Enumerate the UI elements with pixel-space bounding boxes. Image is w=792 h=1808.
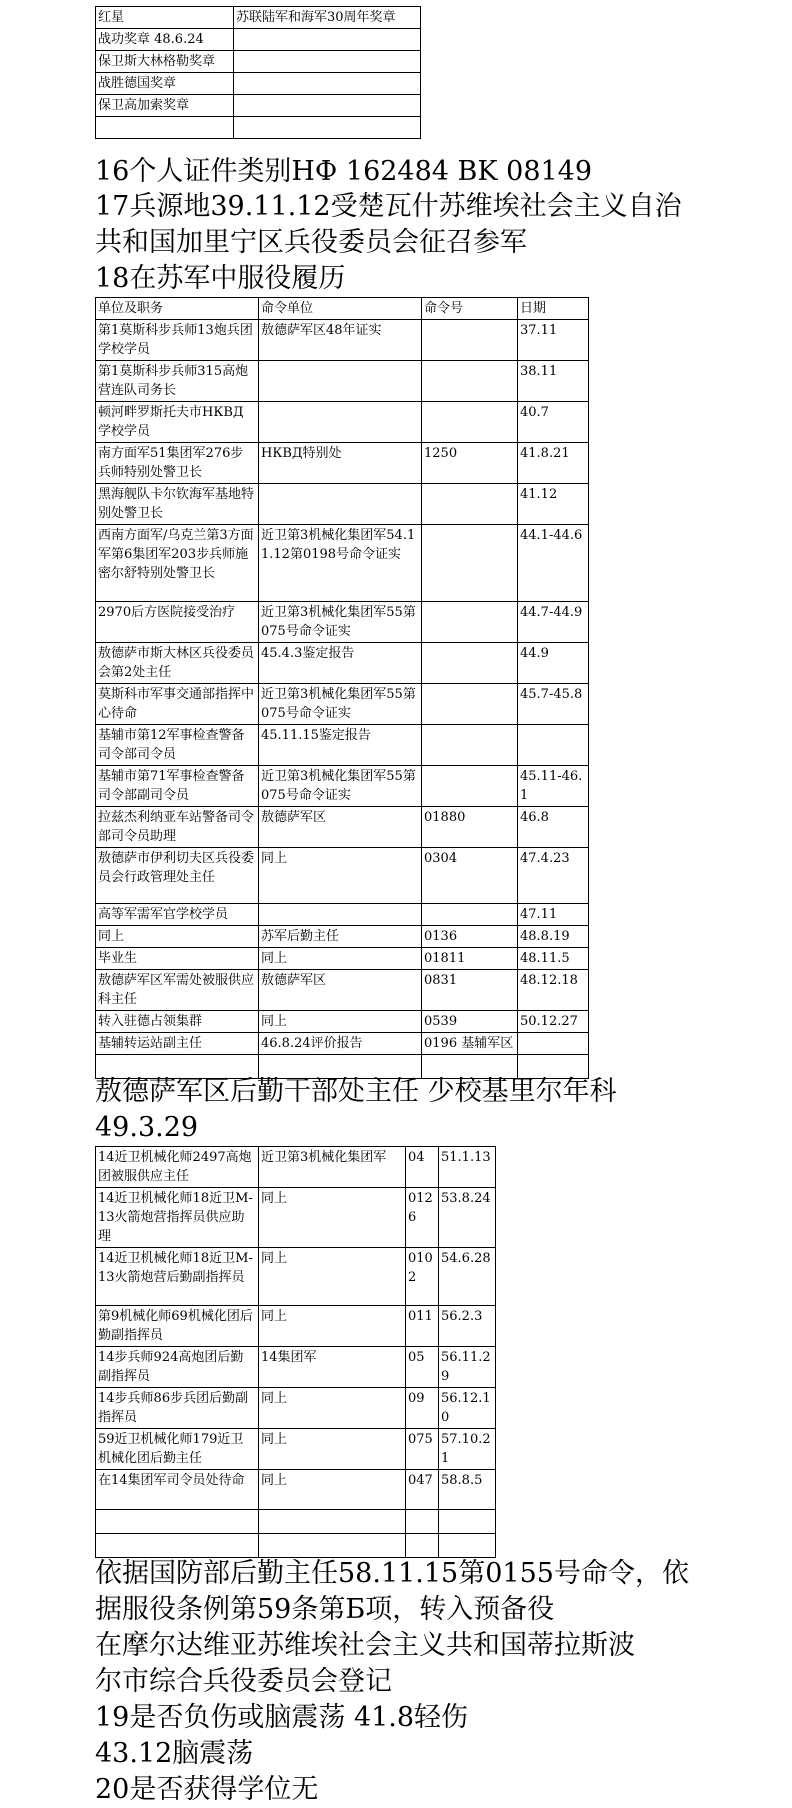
table-cell: 44.9 [518, 643, 589, 684]
table-cell: 45.4.3鉴定报告 [259, 643, 422, 684]
table-cell: 01880 [422, 807, 518, 848]
bottom-line-7: 20是否获得学位无 [95, 1774, 319, 1805]
table-cell: 40.7 [518, 402, 589, 443]
table-cell [422, 904, 518, 926]
table-cell: 45.11.15鉴定报告 [259, 725, 422, 766]
table-cell [259, 361, 422, 402]
bottom-line-5: 19是否负伤或脑震荡 41.8轻伤 [95, 1702, 469, 1733]
table-cell: 同上 [259, 1248, 406, 1306]
table-cell: 0304 [422, 848, 518, 904]
table-cell: 近卫第3机械化集团军55第075号命令证实 [259, 766, 422, 807]
table-cell: 0196 基辅军区 [422, 1033, 518, 1055]
table-row [96, 948, 589, 970]
table-cell [406, 1534, 439, 1558]
table-cell: 14近卫机械化师18近卫M-13火箭炮营指挥员供应助理 [96, 1188, 259, 1248]
table-cell: 58.8.5 [439, 1470, 496, 1510]
table-row [96, 643, 589, 684]
table-cell: 敖德萨军区 [259, 807, 422, 848]
table-cell: НКВД特别处 [259, 443, 422, 484]
table-cell: 南方面军51集团军276步兵师特别处警卫长 [96, 443, 259, 484]
table-row [96, 73, 421, 95]
table-cell: 47.4.23 [518, 848, 589, 904]
table-cell [96, 1534, 259, 1558]
header-order-unit: 命令单位 [259, 298, 422, 320]
table-cell [518, 1033, 589, 1055]
table-cell: 48.11.5 [518, 948, 589, 970]
table-cell [406, 1510, 439, 1534]
table-cell: 同上 [259, 1011, 422, 1033]
table-cell: 50.12.27 [518, 1011, 589, 1033]
table-cell: 53.8.24 [439, 1188, 496, 1248]
table-cell: 47.11 [518, 904, 589, 926]
table-cell: 第1莫斯科步兵师315高炮营连队司务长 [96, 361, 259, 402]
table-cell: 44.7-44.9 [518, 602, 589, 643]
table-cell [234, 117, 421, 139]
table-cell: 14步兵师86步兵团后勤副指挥员 [96, 1388, 259, 1429]
table-cell: 05 [406, 1347, 439, 1388]
table-cell: 56.2.3 [439, 1306, 496, 1347]
table-row [96, 443, 589, 484]
table-cell [234, 51, 421, 73]
table-cell: 西南方面军/乌克兰第3方面军第6集团军203步兵师施密尔舒特别处警卫长 [96, 525, 259, 602]
bottom-line-2: 据服役条例第59条第Б项，转入预备役 [95, 1594, 555, 1625]
table-row [96, 361, 589, 402]
service-history-heading: 18在苏军中服役履历 [95, 263, 346, 294]
table-cell: 黑海舰队卡尔钦海军基地特别处警卫长 [96, 484, 259, 525]
table-cell: 0539 [422, 1011, 518, 1033]
table-cell [422, 602, 518, 643]
table-cell: 同上 [259, 1306, 406, 1347]
table-cell: 14近卫机械化师2497高炮团被服供应主任 [96, 1147, 259, 1188]
table-row [96, 1033, 589, 1055]
table-cell: 14集团军 [259, 1347, 406, 1388]
table-cell: 顿河畔罗斯托夫市НКВД学校学员 [96, 402, 259, 443]
table-row [96, 51, 421, 73]
header-order-no: 命令号 [422, 298, 518, 320]
table-row [96, 117, 421, 139]
table-cell: 保卫斯大林格勒奖章 [96, 51, 234, 73]
bottom-line-3: 在摩尔达维亚苏维埃社会主义共和国蒂拉斯波 [95, 1630, 635, 1661]
table-row [96, 1306, 496, 1347]
table-cell: 1250 [422, 443, 518, 484]
table-row [96, 525, 589, 602]
table-cell: 敖德萨军区48年证实 [259, 320, 422, 361]
service-table-2-body [96, 1147, 496, 1558]
table-cell: 第1莫斯科步兵师13炮兵团学校学员 [96, 320, 259, 361]
table-cell: 毕业生 [96, 948, 259, 970]
awards-table-body [96, 7, 421, 139]
awards-table [95, 6, 421, 139]
table-cell: 047 [406, 1470, 439, 1510]
table-cell [96, 1510, 259, 1534]
service-table-2 [95, 1146, 496, 1558]
table-row [96, 1147, 496, 1188]
table-cell [422, 525, 518, 602]
table-cell: 基辅转运站副主任 [96, 1033, 259, 1055]
table-row [96, 1388, 496, 1429]
table-cell [259, 904, 422, 926]
table-cell: 0126 [406, 1188, 439, 1248]
table-cell: 075 [406, 1429, 439, 1470]
table-row [96, 402, 589, 443]
table-cell: 0102 [406, 1248, 439, 1306]
table-cell: 敖德萨市伊利切夫区兵役委员会行政管理处主任 [96, 848, 259, 904]
table-row [96, 926, 589, 948]
table-cell: 57.10.21 [439, 1429, 496, 1470]
table-cell [259, 1534, 406, 1558]
table-cell: 51.1.13 [439, 1147, 496, 1188]
enlistment-line-2: 共和国加里宁区兵役委员会征召参军 [95, 227, 527, 258]
table-row [96, 95, 421, 117]
table-cell: 近卫第3机械化集团军54.11.12第0198号命令证实 [259, 525, 422, 602]
table-cell: 2970后方医院接受治疗 [96, 602, 259, 643]
table-row [96, 1011, 589, 1033]
table-row [96, 7, 421, 29]
table-cell [422, 643, 518, 684]
header-date: 日期 [518, 298, 589, 320]
table-cell [439, 1534, 496, 1558]
table-row [96, 807, 589, 848]
table-cell: 01811 [422, 948, 518, 970]
table-cell [259, 1510, 406, 1534]
table-cell: 59近卫机械化师179近卫机械化团后勤主任 [96, 1429, 259, 1470]
table-cell: 0136 [422, 926, 518, 948]
table-cell: 14步兵师924高炮团后勤副指挥员 [96, 1347, 259, 1388]
table-cell [259, 402, 422, 443]
table-cell [234, 73, 421, 95]
table-row [96, 1510, 496, 1534]
table-cell: 54.6.28 [439, 1248, 496, 1306]
table-cell: 拉兹杰利纳亚车站警备司令部司令员助理 [96, 807, 259, 848]
table-cell: 46.8.24评价报告 [259, 1033, 422, 1055]
table-row [96, 1347, 496, 1388]
table-cell: 14近卫机械化师18近卫M-13火箭炮营后勤副指挥员 [96, 1248, 259, 1306]
table-cell: 37.11 [518, 320, 589, 361]
table-cell [96, 117, 234, 139]
table-row [96, 29, 421, 51]
table-cell: 近卫第3机械化集团军 [259, 1147, 406, 1188]
table-cell: 同上 [259, 1470, 406, 1510]
table-cell: 基辅市第12军事检查警备司令部司令员 [96, 725, 259, 766]
table-cell: 保卫高加索奖章 [96, 95, 234, 117]
table-cell: 38.11 [518, 361, 589, 402]
table-cell [234, 95, 421, 117]
table-cell: 基辅市第71军事检查警备司令部副司令员 [96, 766, 259, 807]
table-cell [422, 402, 518, 443]
table-cell: 0831 [422, 970, 518, 1011]
table-row [96, 1188, 496, 1248]
table-row [96, 484, 589, 525]
table-row [96, 602, 589, 643]
table-cell: 红星 [96, 7, 234, 29]
bottom-line-1: 依据国防部后勤主任58.11.15第0155号命令，依 [95, 1558, 689, 1589]
table-row [96, 904, 589, 926]
table-cell [234, 29, 421, 51]
table-cell: 高等军需军官学校学员 [96, 904, 259, 926]
table-row [96, 766, 589, 807]
table-row [96, 320, 589, 361]
middle-note-2: 49.3.29 [95, 1112, 199, 1143]
bottom-line-6: 43.12脑震荡 [95, 1738, 254, 1769]
table-row [96, 1534, 496, 1558]
table-cell: 近卫第3机械化集团军55第075号命令证实 [259, 684, 422, 725]
table-cell: 在14集团军司令员处待命 [96, 1470, 259, 1510]
table-cell: 同上 [259, 1188, 406, 1248]
table-cell: 41.12 [518, 484, 589, 525]
table-cell: 48.8.19 [518, 926, 589, 948]
table-cell: 09 [406, 1388, 439, 1429]
table-cell: 同上 [259, 1388, 406, 1429]
table-cell: 敖德萨军区军需处被服供应科主任 [96, 970, 259, 1011]
table-cell: 第9机械化师69机械化团后勤副指挥员 [96, 1306, 259, 1347]
table-cell: 敖德萨军区 [259, 970, 422, 1011]
table-cell: 同上 [96, 926, 259, 948]
bottom-line-4: 尔市综合兵役委员会登记 [95, 1666, 392, 1697]
table-row [96, 1429, 496, 1470]
table-cell [422, 320, 518, 361]
table-cell: 同上 [259, 948, 422, 970]
table-cell: 苏军后勤主任 [259, 926, 422, 948]
table-row [96, 684, 589, 725]
table-cell: 45.11-46.1 [518, 766, 589, 807]
table-row [96, 725, 589, 766]
table-row [96, 970, 589, 1011]
personal-id-line: 16个人证件类别НФ 162484 BK 08149 [95, 156, 593, 187]
table-cell: 转入驻德占领集群 [96, 1011, 259, 1033]
table-cell: 56.12.10 [439, 1388, 496, 1429]
table-cell: 近卫第3机械化集团军55第075号命令证实 [259, 602, 422, 643]
table-cell [422, 725, 518, 766]
table-cell: 04 [406, 1147, 439, 1188]
service-table [95, 297, 589, 1079]
table-cell [422, 684, 518, 725]
table-cell: 011 [406, 1306, 439, 1347]
table-cell: 苏联陆军和海军30周年奖章 [234, 7, 421, 29]
service-table-body [96, 320, 589, 1079]
middle-note-1: 敖德萨军区后勤干部处主任 少校基里尔年科 [95, 1076, 617, 1107]
table-cell: 44.1-44.6 [518, 525, 589, 602]
table-cell: 莫斯科市军事交通部指挥中心待命 [96, 684, 259, 725]
table-cell: 敖德萨市斯大林区兵役委员会第2处主任 [96, 643, 259, 684]
table-row [96, 1470, 496, 1510]
header-unit: 单位及职务 [96, 298, 259, 320]
table-row [96, 848, 589, 904]
table-cell: 56.11.29 [439, 1347, 496, 1388]
table-cell [259, 484, 422, 525]
table-cell [422, 484, 518, 525]
table-cell: 同上 [259, 1429, 406, 1470]
service-table-header [96, 298, 589, 320]
table-row [96, 1248, 496, 1306]
table-cell: 战胜德国奖章 [96, 73, 234, 95]
table-cell [422, 766, 518, 807]
table-cell: 45.7-45.8 [518, 684, 589, 725]
enlistment-line-1: 17兵源地39.11.12受楚瓦什苏维埃社会主义自治 [95, 191, 682, 222]
table-cell: 战功奖章 48.6.24 [96, 29, 234, 51]
table-cell: 46.8 [518, 807, 589, 848]
table-cell [518, 725, 589, 766]
table-cell [439, 1510, 496, 1534]
table-cell: 41.8.21 [518, 443, 589, 484]
table-cell: 同上 [259, 848, 422, 904]
table-cell [422, 361, 518, 402]
table-cell: 48.12.18 [518, 970, 589, 1011]
